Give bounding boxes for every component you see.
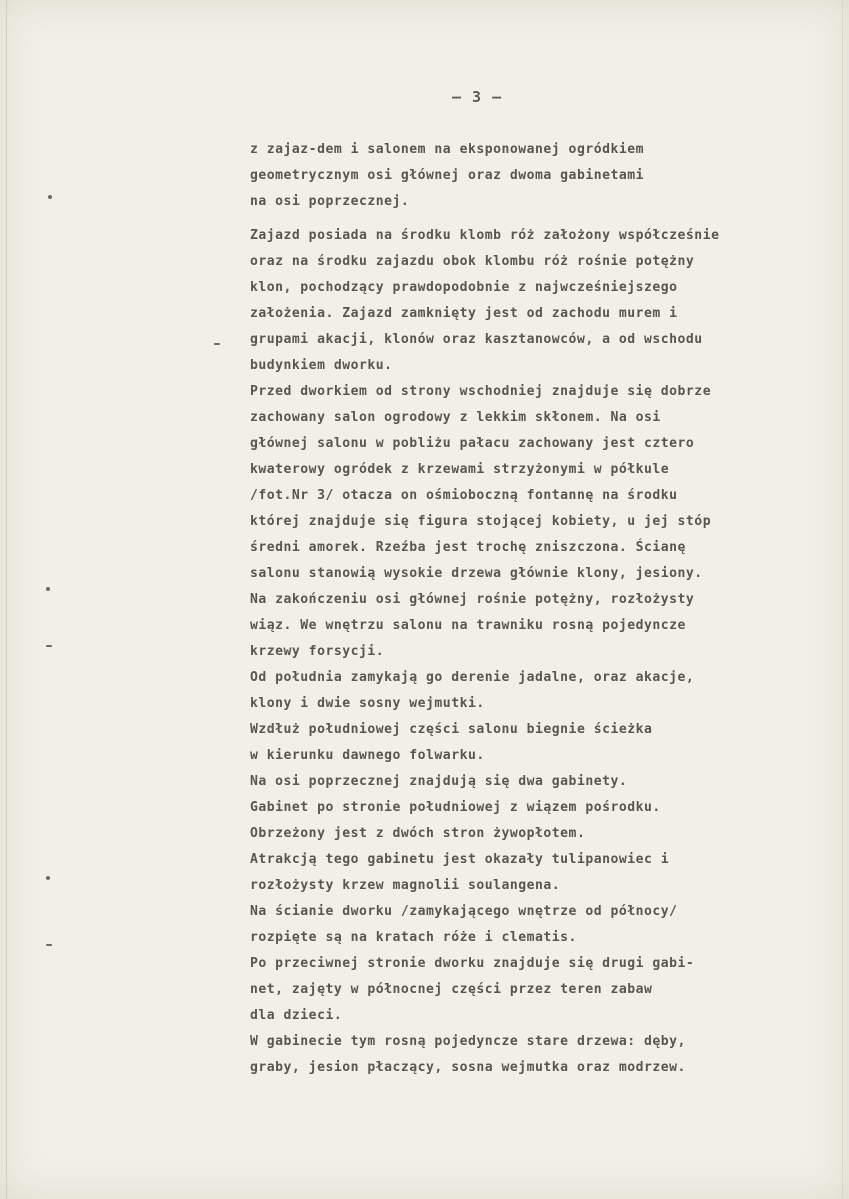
text-line: rozpięte są na kratach róże i clematis. xyxy=(250,930,577,945)
page-edge-right xyxy=(842,0,843,1199)
text-line: net, zajęty w północnej części przez teren zabaw xyxy=(250,982,653,997)
margin-mark xyxy=(46,587,50,591)
text-line: założenia. Zajazd zamknięty jest od zachodu murem i xyxy=(250,306,678,321)
text-line: Obrzeżony jest z dwóch stron żywopłotem. xyxy=(250,826,586,841)
text-line: /fot.Nr 3/ otacza on ośmioboczną fontannę na środku xyxy=(250,488,678,503)
margin-mark xyxy=(46,645,52,647)
text-line: dla dzieci. xyxy=(250,1008,343,1023)
text-line: Na zakończeniu osi głównej rośnie potężny, rozłożysty xyxy=(250,592,695,607)
text-line: Wzdłuż południowej części salonu biegnie ścieżka xyxy=(250,722,653,737)
text-line: kwaterowy ogródek z krzewami strzyżonymi w półkule xyxy=(250,462,670,477)
text-line: geometrycznym osi głównej oraz dwoma gabinetami xyxy=(250,168,645,183)
text-line: rozłożysty krzew magnolii soulangena. xyxy=(250,878,561,893)
text-line: Na osi poprzecznej znajdują się dwa gabinety. xyxy=(250,774,628,789)
text-line: na osi poprzecznej. xyxy=(250,194,410,209)
text-line: klon, pochodzący prawdopodobnie z najwcześniejszego xyxy=(250,280,678,295)
text-line: Przed dworkiem od strony wschodniej znajduje się dobrze xyxy=(250,384,712,399)
text-line: Gabinet po stronie południowej z wiązem pośrodku. xyxy=(250,800,661,815)
text-line: Na ścianie dworku /zamykającego wnętrze od północy/ xyxy=(250,904,678,919)
margin-mark xyxy=(46,944,52,946)
margin-mark xyxy=(48,195,52,199)
text-line: salonu stanowią wysokie drzewa głównie klony, jesiony. xyxy=(250,566,703,581)
page-number: — 3 — xyxy=(452,88,503,106)
text-line: Zajazd posiada na środku klomb róż założony współcześnie xyxy=(250,228,720,243)
text-line: z zajaz-dem i salonem na eksponowanej ogródkiem xyxy=(250,142,645,157)
text-line: grupami akacji, klonów oraz kasztanowców, a od wschodu xyxy=(250,332,703,347)
text-line: zachowany salon ogrodowy z lekkim skłonem. Na osi xyxy=(250,410,661,425)
text-line: Atrakcją tego gabinetu jest okazały tulipanowiec i xyxy=(250,852,670,867)
text-line: Od południa zamykają go derenie jadalne, oraz akacje, xyxy=(250,670,695,685)
margin-mark xyxy=(46,876,50,880)
text-line: średni amorek. Rzeźba jest trochę zniszczona. Ścianę xyxy=(250,540,686,555)
page-edge-left xyxy=(6,0,7,1199)
text-line: której znajduje się figura stojącej kobiety, u jej stóp xyxy=(250,514,712,529)
text-line: w kierunku dawnego folwarku. xyxy=(250,748,485,763)
text-line: graby, jesion płaczący, sosna wejmutka oraz modrzew. xyxy=(250,1060,686,1075)
margin-mark xyxy=(214,343,220,345)
text-line: klony i dwie sosny wejmutki. xyxy=(250,696,485,711)
text-line: Po przeciwnej stronie dworku znajduje się drugi gabi- xyxy=(250,956,695,971)
text-line: budynkiem dworku. xyxy=(250,358,393,373)
text-line: oraz na środku zajazdu obok klombu róż rośnie potężny xyxy=(250,254,695,269)
text-line: W gabinecie tym rosną pojedyncze stare drzewa: dęby, xyxy=(250,1034,686,1049)
text-line: wiąz. We wnętrzu salonu na trawniku rosną pojedyncze xyxy=(250,618,686,633)
text-line: krzewy forsycji. xyxy=(250,644,385,659)
text-line: głównej salonu w pobliżu pałacu zachowany jest cztero xyxy=(250,436,695,451)
